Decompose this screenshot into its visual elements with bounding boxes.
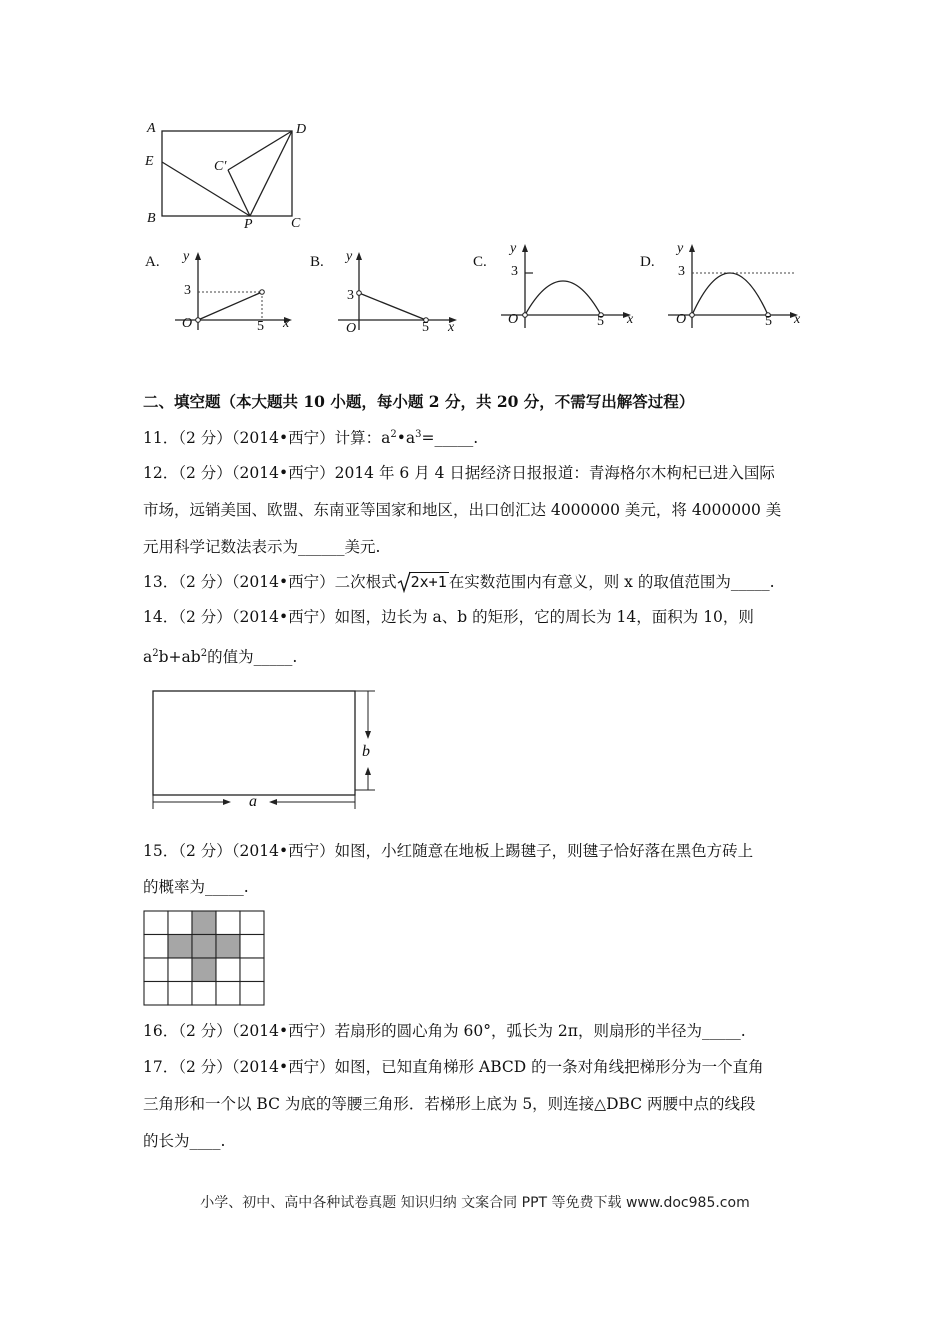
tile-white [240,958,264,982]
option-c-5: 5 [597,314,604,329]
option-b-3: 3 [347,288,354,303]
tile-white [168,958,192,982]
tile-white [144,982,168,1006]
option-c-O: O [508,312,519,327]
question-17-line1: 17．（2 分）（2014•西宁）如图，已知直角梯形 ABCD 的一条对角线把梯形分为一个直角 [143,1058,764,1076]
q17-text: 的长为 [143,1132,190,1150]
q11-exp2: 3 [415,428,422,440]
tile-black [168,935,192,959]
label-P: P [244,217,253,232]
tile-white [240,935,264,959]
option-c-label: C. [473,254,487,270]
q11-exp1: 2 [390,428,397,440]
option-b-x: x [448,320,455,335]
q14-e1: 2 [152,647,159,659]
tile-white [240,982,264,1006]
radical-sign-icon [397,570,411,594]
rectangle-ab-figure [145,685,385,815]
tile-white [144,935,168,959]
q17-end: . [220,1132,226,1150]
q12-blank: ______ [298,538,345,556]
q11-blank: _____ [434,429,474,447]
q11-end: . [473,429,479,447]
q14-a: a [143,648,153,666]
question-15-line1: 15．（2 分）（2014•西宁）如图，小红随意在地板上踢毽子，则毽子恰好落在黑色方砖上 [143,842,754,860]
option-d-O: O [676,312,687,327]
tile-white [144,911,168,935]
tile-black [192,958,216,982]
q11-prefix: 11．（2 分）（2014•西宁）计算：a [143,429,391,447]
question-14-line2 [143,647,297,667]
option-d-3: 3 [678,264,685,279]
option-a-5: 5 [257,319,264,334]
q17-blank: ____ [189,1132,221,1150]
label-A: A [147,121,156,136]
option-d-x: x [794,312,801,327]
label-b: b [362,743,370,760]
q13-blank: _____ [730,573,770,591]
question-15-line2 [143,877,249,897]
question-13 [143,572,775,592]
option-a-y: y [183,249,190,264]
tile-white [168,982,192,1006]
q16-text: 16．（2 分）（2014•西宁）若扇形的圆心角为 60°，弧长为 2π，则扇形的半径为 [143,1022,702,1040]
question-12-line2: 市场，远销美国、欧盟、东南亚等国家和地区，出口创汇达 4000000 美元，将 4000000 美 [143,501,782,519]
option-c-3: 3 [511,264,518,279]
option-b-5: 5 [422,320,429,335]
tile-black [192,935,216,959]
label-D: D [296,122,307,137]
q14-b: b+ab [158,648,201,666]
tile-white [192,982,216,1006]
q16-blank: _____ [701,1022,741,1040]
tile-white [144,958,168,982]
tile-white [216,958,240,982]
option-a-x: x [283,316,290,331]
q15-text: 的概率为 [143,878,206,896]
label-B: B [147,211,156,226]
option-a-3: 3 [184,283,191,298]
q14-blank: _____ [253,648,293,666]
question-12-line3 [143,537,380,557]
label-C-prime: C′ [214,159,227,174]
q16-end: . [740,1022,746,1040]
q11-eq: = [421,429,435,447]
question-11 [143,428,478,448]
tile-white [216,911,240,935]
option-c-x: x [627,312,634,327]
q15-end: . [243,878,249,896]
tile-white [240,911,264,935]
floor-tile-grid [143,910,265,1006]
page-footer: 小学、初中、高中各种试卷真题 知识归纳 文案合同 PPT 等免费下载 www.doc985.com [200,1195,750,1211]
option-b-label: B. [310,254,324,270]
q12-text-b: 美元. [344,538,381,556]
q15-blank: _____ [205,878,244,896]
q13-radicand: 2x+1 [410,573,447,591]
q14-e2: 2 [200,647,208,659]
option-a-label: A. [145,254,160,270]
option-b-O: O [346,321,357,336]
question-17-line3 [143,1131,225,1151]
q13-end: . [769,573,775,591]
option-b-y: y [346,249,353,264]
question-17-line2: 三角形和一个以 BC 为底的等腰三角形．若梯形上底为 5，则连接△DBC 两腰中点的线段 [143,1095,756,1113]
option-d-label: D. [640,254,655,270]
tile-black [216,935,240,959]
q13-sqrt [397,572,449,592]
label-E: E [145,154,154,169]
q11-mid: •a [396,429,416,447]
option-d-y: y [677,241,684,256]
question-16 [143,1021,746,1041]
tile-white [168,911,192,935]
q13-prefix: 13．（2 分）（2014•西宁）二次根式 [143,573,397,591]
option-a-O: O [182,316,193,331]
label-a: a [249,793,257,810]
tile-black [192,911,216,935]
tile-white [216,982,240,1006]
question-14-line1: 14．（2 分）（2014•西宁）如图，边长为 a、b 的矩形，它的周长为 14，面积为 10，则 [143,608,754,626]
option-c-graph [497,242,642,332]
label-C: C [291,216,301,231]
question-12-line1: 12．（2 分）（2014•西宁）2014 年 6 月 4 日据经济日报报道：青海格尔木枸杞已进入国际 [143,464,775,482]
option-c-y: y [510,241,517,256]
option-d-5: 5 [765,314,772,329]
q14-c: 的值为 [207,648,254,666]
q14-end: . [292,648,298,666]
section-heading: 二、填空题（本大题共 10 小题，每小题 2 分，共 20 分，不需写出解答过程） [143,392,695,411]
q13-suffix: 在实数范围内有意义，则 x 的取值范围为 [448,573,731,591]
q12-text-a: 元用科学记数法表示为 [143,538,299,556]
